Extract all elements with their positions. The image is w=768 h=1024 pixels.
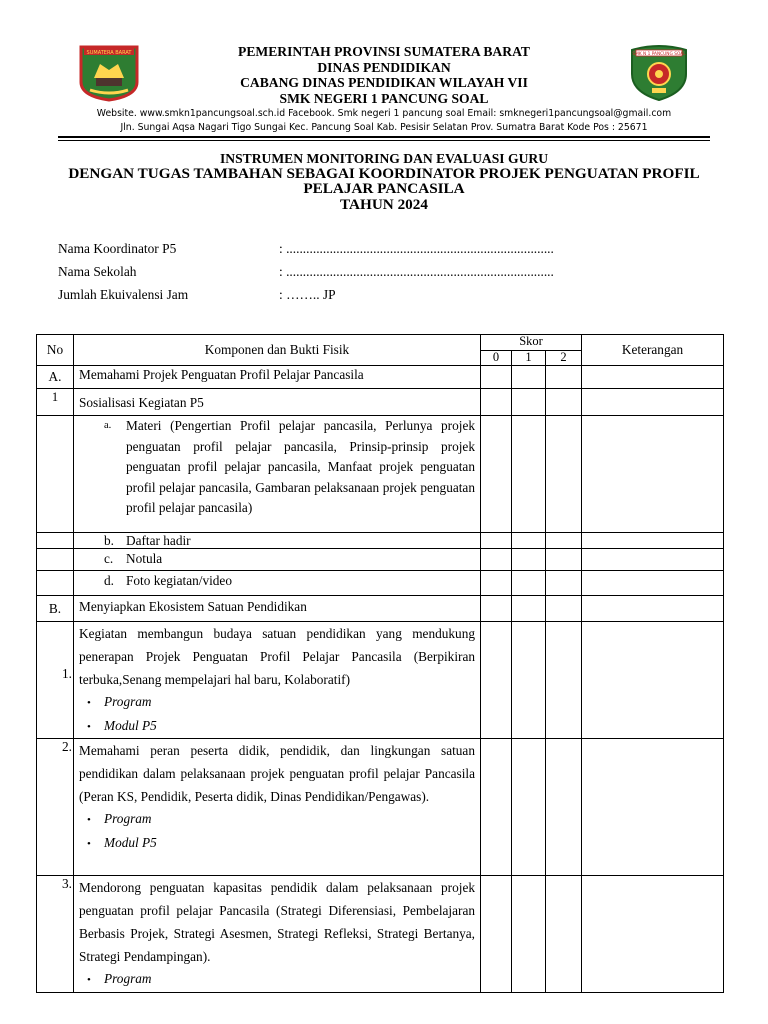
score-cell-2[interactable] — [546, 549, 582, 571]
identity-fields — [58, 241, 658, 310]
score-cell-0[interactable] — [481, 549, 512, 571]
table-row — [37, 366, 724, 389]
score-cell-2[interactable] — [546, 571, 582, 596]
score-cell-1[interactable] — [512, 366, 546, 389]
bullet-icon: • — [87, 697, 91, 709]
item-text: Mendorong penguatan kapasitas pendidik dalam pelaksanaan projek penguatan profil pelajar Pancasila (Strategi Diferensiasi, Pembelajaran Berbasis Projek, Strategi Asesmen, Strategi Refleksi, Strategi Bertanya, Strategi Pendampingan). — [79, 880, 475, 964]
table-row — [37, 596, 724, 622]
field-value[interactable]: : ................................................................................ — [279, 264, 554, 279]
sub-item-marker: b. — [104, 533, 114, 548]
empty-number-cell — [37, 533, 74, 549]
score-cell-1[interactable] — [512, 739, 546, 876]
sub-item-b — [74, 533, 481, 549]
sub-item-d — [74, 571, 481, 596]
table-row — [37, 571, 724, 596]
field-hour-equivalence[interactable] — [58, 287, 658, 310]
field-label: Jumlah Ekuivalensi Jam — [58, 287, 189, 302]
section-a-letter: A. — [37, 366, 74, 389]
bullet-text: Modul P5 — [104, 834, 157, 850]
score-cell-0[interactable] — [481, 739, 512, 876]
score-cell-2[interactable] — [546, 739, 582, 876]
score-cell-2[interactable] — [546, 389, 582, 416]
letterhead-government: PEMERINTAH PROVINSI SUMATERA BARAT — [238, 44, 530, 59]
table-row — [37, 549, 724, 571]
field-label: Nama Sekolah — [58, 264, 137, 279]
score-cell-0[interactable] — [481, 622, 512, 739]
table-row — [37, 533, 724, 549]
letterhead-address-line: Jln. Sungai Aqsa Nagari Tigo Sungai Kec. Pancung Soal Kab. Pesisir Selatan Prov. Sumatra Barat Kode Pos : 25671 — [120, 122, 648, 133]
header-note: Keterangan — [582, 335, 724, 366]
header-component: Komponen dan Bukti Fisik — [74, 335, 481, 366]
score-cell-2[interactable] — [546, 876, 582, 993]
letterhead-contact-line: Website. www.smkn1pancungsoal.sch.id Facebook. Smk negeri 1 pancung soal Email: smknegeri1pancungsoal@gmail.com — [96, 108, 672, 119]
score-cell-2[interactable] — [546, 416, 582, 533]
score-cell-2[interactable] — [546, 366, 582, 389]
province-coat-of-arms-logo — [78, 44, 140, 102]
sub-item-text: Foto kegiatan/video — [126, 573, 232, 588]
field-school-name[interactable] — [58, 264, 658, 287]
score-cell-0[interactable] — [481, 876, 512, 993]
table-row — [37, 622, 724, 739]
assessment-table — [36, 334, 724, 993]
header-no: No — [37, 335, 74, 366]
table-row — [37, 389, 724, 416]
score-cell-1[interactable] — [512, 549, 546, 571]
item-2-content — [74, 739, 481, 876]
note-cell[interactable] — [582, 549, 724, 571]
empty-number-cell — [37, 416, 74, 533]
letterhead-branch: CABANG DINAS PENDIDIKAN WILAYAH VII — [240, 75, 528, 90]
field-value[interactable]: : ................................................................................ — [279, 241, 554, 256]
score-cell-2[interactable] — [546, 596, 582, 622]
note-cell[interactable] — [582, 416, 724, 533]
item-text: Kegiatan membangun budaya satuan pendidikan yang mendukung penerapan Projek Penguatan Profil Pelajar Pancasila (Berpikiran terbuka,Senang mempelajari hal baru, Kolaboratif) — [79, 626, 475, 687]
item-number: 1 — [37, 389, 74, 416]
bullet-icon: • — [87, 974, 91, 986]
note-cell[interactable] — [582, 622, 724, 739]
sub-item-text: Daftar hadir — [126, 533, 191, 548]
item-3-content — [74, 876, 481, 993]
bullet-text: Program — [104, 971, 152, 986]
field-coordinator-name[interactable] — [58, 241, 658, 264]
note-cell[interactable] — [582, 571, 724, 596]
logo-left-banner-text: SUMATERA BARAT — [86, 50, 132, 56]
score-cell-0[interactable] — [481, 571, 512, 596]
bullet-text: Modul P5 — [104, 717, 157, 733]
score-cell-2[interactable] — [546, 533, 582, 549]
letterhead-divider-thick — [58, 136, 710, 138]
title-year: TAHUN 2024 — [340, 195, 428, 213]
note-cell[interactable] — [582, 739, 724, 876]
section-a-title: Memahami Projek Penguatan Profil Pelajar Pancasila — [74, 366, 481, 389]
bullet-item — [79, 968, 475, 992]
empty-number-cell — [37, 571, 74, 596]
title-line-3: PELAJAR PANCASILA — [303, 180, 465, 198]
note-cell[interactable] — [582, 596, 724, 622]
letterhead-school: SMK NEGERI 1 PANCUNG SOAL — [279, 90, 489, 106]
score-cell-1[interactable] — [512, 571, 546, 596]
sub-item-marker: a. — [104, 420, 112, 431]
item-number: 3. — [37, 876, 74, 993]
item-title: Sosialisasi Kegiatan P5 — [74, 389, 481, 416]
score-cell-1[interactable] — [512, 876, 546, 993]
letterhead-department: DINAS PENDIDIKAN — [317, 59, 451, 75]
score-cell-0[interactable] — [481, 596, 512, 622]
sub-item-text: Notula — [126, 551, 163, 566]
field-value[interactable]: : …….. JP — [279, 287, 336, 302]
letterhead — [140, 44, 628, 106]
note-cell[interactable] — [582, 366, 724, 389]
sub-item-marker: c. — [104, 551, 114, 566]
title-line-1: INSTRUMEN MONITORING DAN EVALUASI GURU — [219, 151, 549, 166]
note-cell[interactable] — [582, 876, 724, 993]
letterhead-divider-thin — [58, 140, 710, 141]
document-title — [20, 151, 748, 212]
school-shield-logo — [628, 44, 690, 102]
bullet-icon: • — [87, 837, 91, 850]
bullet-item — [79, 832, 475, 856]
header-score-0: 0 — [481, 351, 512, 366]
score-cell-0[interactable] — [481, 416, 512, 533]
bullet-icon: • — [87, 720, 91, 733]
header-score-2: 2 — [546, 351, 582, 366]
title-line-2: DENGAN TUGAS TAMBAHAN SEBAGAI KOORDINATOR PROJEK PENGUATAN PROFIL — [68, 165, 700, 182]
note-cell[interactable] — [582, 533, 724, 549]
item-number: 1. — [37, 622, 74, 739]
score-cell-0[interactable] — [481, 389, 512, 416]
score-cell-1[interactable] — [512, 596, 546, 622]
table-row — [37, 416, 724, 533]
bullet-icon: • — [87, 814, 91, 826]
sub-item-a — [74, 416, 481, 533]
table-header-row — [37, 335, 724, 351]
score-cell-1[interactable] — [512, 533, 546, 549]
score-cell-0[interactable] — [481, 533, 512, 549]
header-score-1: 1 — [512, 351, 546, 366]
empty-number-cell — [37, 549, 74, 571]
sub-item-text: Materi (Pengertian Profil pelajar pancasila, Perlunya projek penguatan profil pelajar pancasila, Prinsip-prinsip projek penguatan profil pelajar pancasila, Manfaat projek penguatan profil pelajar pancasila, Gambaran pelaksanaan projek penguatan profil pelajar pancasila) — [126, 418, 475, 515]
score-cell-2[interactable] — [546, 622, 582, 739]
section-b-letter: B. — [37, 596, 74, 622]
sub-item-c — [74, 549, 481, 571]
section-b-title: Menyiapkan Ekosistem Satuan Pendidikan — [74, 596, 481, 622]
sub-item-marker: d. — [104, 573, 114, 588]
field-label: Nama Koordinator P5 — [58, 241, 177, 256]
bullet-item — [79, 715, 475, 739]
bullet-text: Program — [104, 694, 152, 709]
score-cell-1[interactable] — [512, 389, 546, 416]
score-cell-1[interactable] — [512, 622, 546, 739]
bullet-text: Program — [104, 811, 152, 826]
bullet-item — [79, 808, 475, 832]
score-cell-1[interactable] — [512, 416, 546, 533]
logo-right-banner-text: SMK N 1 PANCUNG SOAL — [632, 52, 686, 57]
table-row — [37, 739, 724, 876]
item-1-content — [74, 622, 481, 739]
note-cell[interactable] — [582, 389, 724, 416]
item-text: Memahami peran peserta didik, pendidik, dan lingkungan satuan pendidikan dalam pelaksanaan projek penguatan profil pelajar Pancasila (Peran KS, Pendidik, Peserta didik, Dinas Pendidikan/Pengawas). — [79, 743, 475, 804]
bullet-item — [79, 691, 475, 715]
header-score: Skor — [481, 335, 582, 351]
table-row — [37, 876, 724, 993]
item-number: 2. — [37, 739, 74, 876]
score-cell-0[interactable] — [481, 366, 512, 389]
